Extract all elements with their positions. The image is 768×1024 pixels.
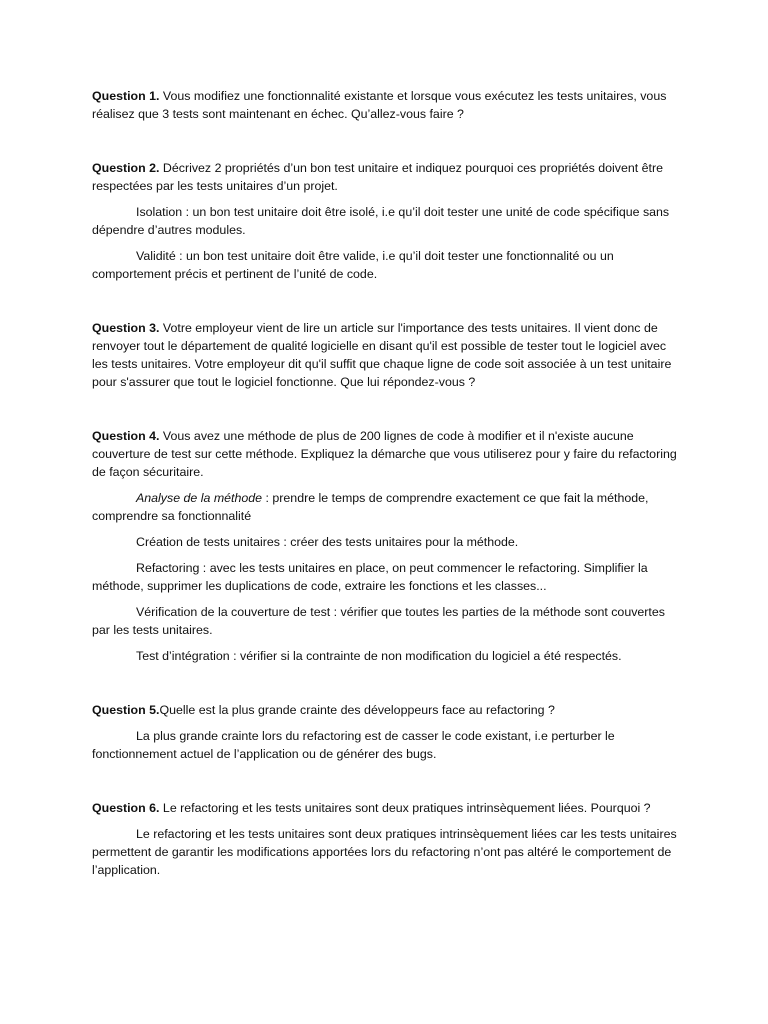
question-4-answer-analyse: [92, 489, 682, 525]
question-5-answer: La plus grande crainte lors du refactoring est de casser le code existant, i.e perturber le fonctionnement actuel de l’application ou de générer des bugs.: [92, 729, 615, 761]
question-6-block: [92, 799, 682, 879]
question-6-answer: Le refactoring et les tests unitaires sont deux pratiques intrinsèquement liées car les tests unitaires permettent de garantir les modifications apportées lors du refactoring n’ont pas altéré le comportement de l’application.: [92, 827, 677, 877]
question-4-label: Question 4.: [92, 429, 160, 443]
question-3-block: [92, 319, 682, 391]
document-page: [92, 87, 682, 913]
question-2-text: Décrivez 2 propriétés d’un bon test unitaire et indiquez pourquoi ces propriétés doivent être respectées par les tests unitaires d’un projet.: [92, 161, 663, 193]
question-2-answer-validite: Validité : un bon test unitaire doit être valide, i.e qu’il doit tester une fonctionnalité ou un comportement précis et pertinent de l’unité de code.: [92, 249, 614, 281]
question-4-answer-verification: Vérification de la couverture de test : vérifier que toutes les parties de la méthode sont couvertes par les tests unitaires.: [92, 605, 665, 637]
question-2-block: [92, 159, 682, 283]
question-5-text: Quelle est la plus grande crainte des développeurs face au refactoring ?: [159, 703, 555, 717]
question-4-answer-creation-tests: Création de tests unitaires : créer des tests unitaires pour la méthode.: [136, 535, 519, 549]
question-4-answer-analyse-text: : prendre le temps de comprendre exactement ce que fait la méthode, comprendre sa fonctionnalité: [92, 491, 649, 523]
question-4-text: Vous avez une méthode de plus de 200 lignes de code à modifier et il n'existe aucune couverture de test sur cette méthode. Expliquez la démarche que vous utiliserez pour y faire du refactoring de façon sécuritaire.: [92, 429, 677, 479]
question-6-label: Question 6.: [92, 801, 160, 815]
question-3: [92, 319, 682, 391]
question-1-text: Vous modifiez une fonctionnalité existante et lorsque vous exécutez les tests unitaires, vous réalisez que 3 tests sont maintenant en échec. Qu’allez-vous faire ?: [92, 89, 667, 121]
question-1-block: [92, 87, 682, 123]
question-1: [92, 87, 682, 123]
question-3-text: Votre employeur vient de lire un article sur l'importance des tests unitaires. Il vient donc de renvoyer tout le département de qualité logicielle en disant qu'il est possible de tester tout le logiciel avec les tests unitaires. Votre employeur dit qu'il suffit que chaque ligne de code soit associée à un test unitaire pour s'assurer que tout le logiciel fonctionne. Que lui répondez-vous ?: [92, 321, 672, 389]
question-2-label: Question 2.: [92, 161, 160, 175]
question-5: [92, 701, 682, 719]
question-5-label: Question 5.: [92, 703, 160, 717]
question-1-label: Question 1.: [92, 89, 160, 103]
question-4-block: [92, 427, 682, 665]
question-6-text: Le refactoring et les tests unitaires sont deux pratiques intrinsèquement liées. Pourquoi ?: [159, 801, 651, 815]
question-6: [92, 799, 682, 817]
question-2: [92, 159, 682, 195]
question-4-answer-refactoring: Refactoring : avec les tests unitaires en place, on peut commencer le refactoring. Simplifier la méthode, supprimer les duplications de code, extraire les fonctions et les classes...: [92, 561, 648, 593]
question-4: [92, 427, 682, 481]
question-3-label: Question 3.: [92, 321, 160, 335]
question-4-answer-analyse-term: Analyse de la méthode: [136, 491, 263, 505]
question-5-block: [92, 701, 682, 763]
question-2-answer-isolation: Isolation : un bon test unitaire doit être isolé, i.e qu’il doit tester une unité de code spécifique sans dépendre d’autres modules.: [92, 205, 670, 237]
question-4-answer-test-integration: Test d’intégration : vérifier si la contrainte de non modification du logiciel a été respectés.: [136, 649, 622, 663]
